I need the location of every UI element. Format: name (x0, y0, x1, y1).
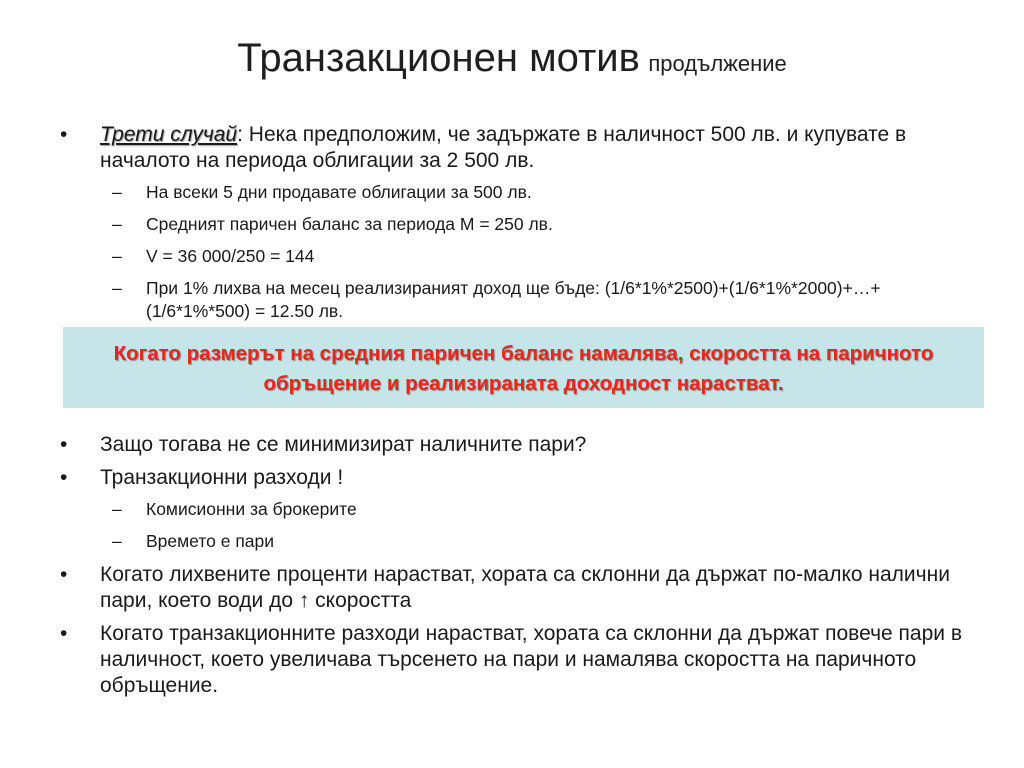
dash-marker: – (112, 499, 122, 519)
title-subtitle: продължение (648, 51, 787, 76)
bullet-third-case (0, 122, 1024, 174)
bullet-interest-rates (0, 562, 1024, 614)
subitem-time-is-money (0, 530, 1024, 553)
dash-marker: – (112, 214, 122, 234)
bullet-marker: • (60, 123, 68, 146)
bullet-text: Когато транзакционните разходи нарастват, хората са склонни да държат повече пари в наличност, което увеличава търсенето на пари и намалява скоростта на паричното обръщение. (100, 622, 962, 697)
top-bullet-list (0, 122, 1024, 332)
subitem-income (0, 277, 1024, 323)
bullet-text: Защо тогава не се минимизират наличните пари? (100, 433, 587, 456)
third-case-label: Трети случай (100, 123, 238, 146)
subitem-text: Средният паричен баланс за периода М = 250 лв. (146, 214, 553, 234)
subitem-velocity (0, 245, 1024, 268)
bullet-marker: • (60, 433, 68, 456)
subitem-brokers (0, 498, 1024, 521)
bullet-text: Транзакционни разходи ! (100, 466, 344, 489)
subitem-text: V = 36 000/250 = 144 (146, 246, 315, 266)
subitem-text: Времето е пари (146, 531, 275, 551)
slide-title (0, 36, 1024, 81)
third-case-text: : Нека предположим, че задържате в наличност 500 лв. и купувате в началото на периода облигации за 2 500 лв. (100, 123, 907, 172)
bullet-marker: • (60, 466, 68, 489)
dash-marker: – (112, 531, 122, 551)
bullet-marker: • (60, 622, 68, 645)
subitem-text: При 1% лихва на месец реализираният доход ще бъде: (1/6*1%*2500)+(1/6*1%*2000)+…+(1/6*1%*500) = 12.50 лв. (146, 278, 881, 321)
bullet-why-not-minimize (0, 432, 1024, 458)
title-main: Транзакционен мотив (237, 36, 640, 80)
bullet-costs-increase (0, 621, 1024, 699)
callout-box (63, 327, 984, 408)
bullet-marker: • (60, 563, 68, 586)
dash-marker: – (112, 278, 122, 298)
callout-text: Когато размерът на средния паричен баланс намалява, скоростта на паричното обръщение и реализираната доходност нарастват. (113, 342, 934, 395)
subitem-average-balance (0, 213, 1024, 236)
subitem-text: На всеки 5 дни продавате облигации за 500 лв. (146, 182, 532, 202)
dash-marker: – (112, 182, 122, 202)
dash-marker: – (112, 246, 122, 266)
subitem-text: Комисионни за брокерите (146, 499, 357, 519)
bottom-bullet-list (0, 432, 1024, 706)
subitem-sell-bonds (0, 181, 1024, 204)
bullet-text: Когато лихвените проценти нарастват, хората са склонни да държат по-малко налични пари, което води до ↑ скоростта (100, 563, 950, 612)
bullet-transaction-costs (0, 465, 1024, 491)
